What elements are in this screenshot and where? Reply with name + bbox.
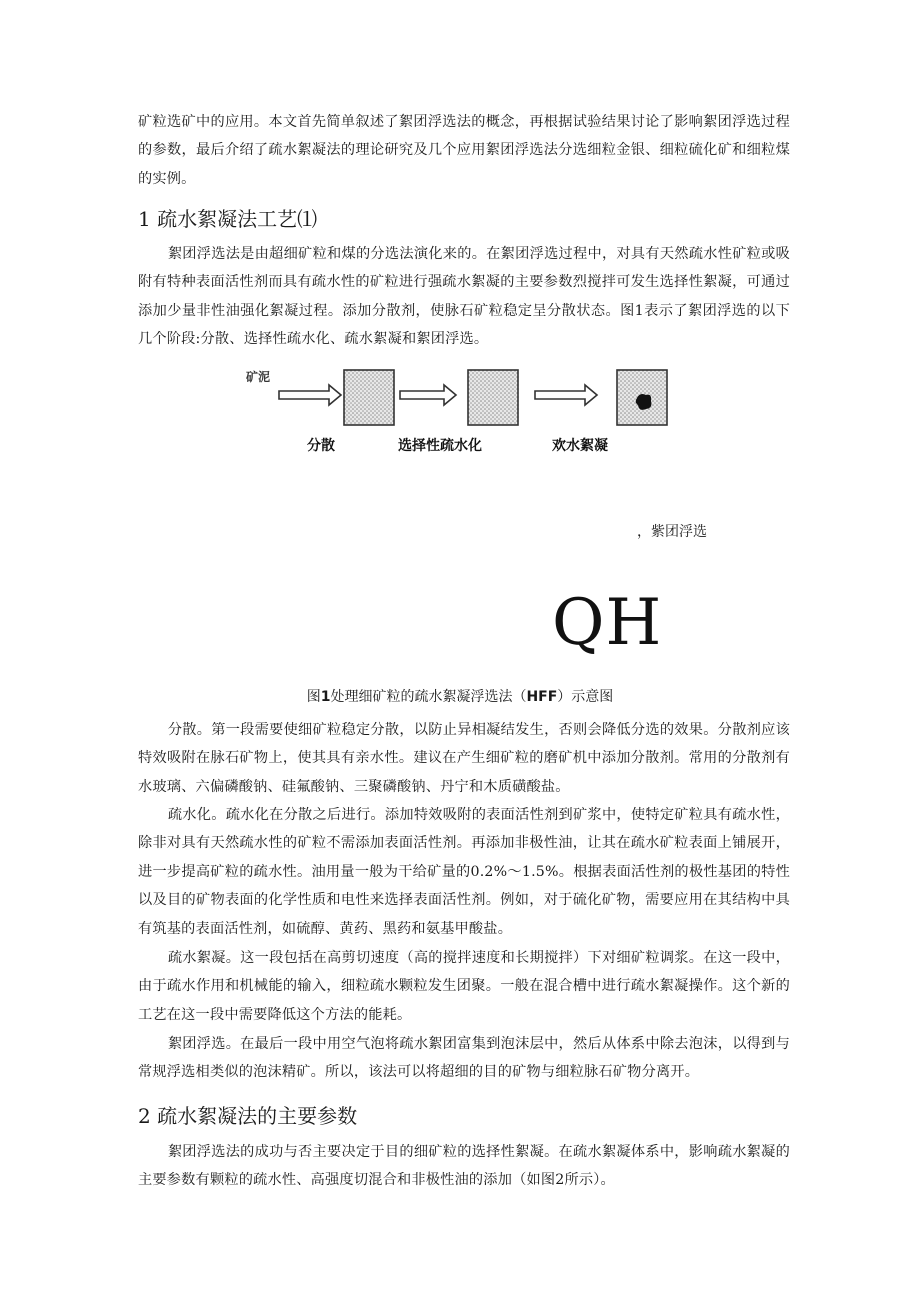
section-2-paragraph: 絮团浮选法的成功与否主要决定于目的细矿粒的选择性絮凝。在疏水絮凝体系中，影响疏水絮凝的主要参数有颗粒的疏水性、高强度切混合和非极性油的添加（如图2所示）。 xyxy=(138,1144,790,1189)
section-1-paragraph: 絮团浮选法是由超细矿粒和煤的分选法演化来的。在絮团浮选过程中，对具有天然疏水性矿粒或吸附有特种表面活性剂而具有疏水性的矿粒进行强疏水絮凝的主要参数烈搅拌可发生选择性絮凝，可通过添加少量非性油强化絮凝过程。添加分散剂，使脉石矿粒稳定呈分散状态。图1表示了絮团浮选的以下几个阶段:分散、选择性疏水化、疏水絮凝和絮团浮选。 xyxy=(138,246,790,348)
stage-label-flocculation: 欢水絮凝 xyxy=(552,438,608,454)
section-1-heading: 1 疏水絮凝法工艺⑴ xyxy=(138,207,318,231)
stage-label-dispersion: 分散 xyxy=(307,438,335,454)
stage-label-hydrophobization: 选择性疏水化 xyxy=(398,438,482,454)
caption-abbr: HFF xyxy=(526,689,558,705)
arrow-1 xyxy=(279,385,341,405)
flocculation-paragraph: 疏水絮凝。这一段包括在高剪切速度（高的搅拌速度和长期搅拌）下对细矿粒调浆。在这一段中，由于疏水作用和机械能的输入，细粒疏水颗粒发生团聚。一般在混合槽中进行疏水絮凝操作。这个新的工艺在这一段中需要降低这个方法的能耗。 xyxy=(138,950,790,1023)
broken-figure-text: QH xyxy=(552,586,663,660)
floc-flotation-paragraph: 絮团浮选。在最后一段中用空气泡将疏水絮团富集到泡沫层中，然后从体系中除去泡沫，以得到与常规浮选相类似的泡沫精矿。所以，该法可以将超细的目的矿物与细粒脉石矿物分离开。 xyxy=(138,1036,790,1081)
intro-paragraph: 矿粒选矿中的应用。本文首先简单叙述了絮团浮选法的概念，再根据试验结果讨论了影响絮团浮选过程的参数，最后介绍了疏水絮凝法的理论研究及几个应用絮团浮选法分选细粒金银、细粒硫化矿和细粒煤的实例。 xyxy=(138,114,790,187)
figure-1-caption xyxy=(0,687,920,707)
hydrophobization-paragraph: 疏水化。疏水化在分散之后进行。添加特效吸附的表面活性剂到矿浆中，使特定矿粒具有疏水性，除非对具有天然疏水性的矿粒不需添加表面活性剂。再添加非极性油，让其在疏水矿粒表面上铺展开，进一步提高矿粒的疏水性。油用量一般为干给矿量的0.2%～1.5%。根据表面活性剂的极性基团的特性以及目的矿物表面的化学性质和电性来选择表面活性剂。例如，对于硫化矿物，需要应用在其结构中具有筑基的表面活性剂，如硫醇、黄药、黑药和氨基甲酸盐。 xyxy=(138,807,790,937)
stage-box-hydrophobization xyxy=(468,370,518,425)
arrow-2 xyxy=(400,385,456,405)
dispersion-paragraph: 分散。第一段需要使细矿粒稳定分散，以防止异相凝结发生，否则会降低分选的效果。分散剂应该特效吸附在脉石矿物上，使其具有亲水性。建议在产生细矿粒的磨矿机中添加分散剂。常用的分散剂有水玻璃、六偏磷酸钠、硅氟酸钠、三聚磷酸钠、丹宁和木质磺酸盐。 xyxy=(138,722,790,795)
ore-slurry-label: 矿泥 xyxy=(246,370,271,384)
floc-flotation-fragment: ，紫团浮选 xyxy=(637,524,707,540)
stage-box-dispersion xyxy=(344,370,394,425)
process-diagram xyxy=(0,0,920,460)
arrow-3 xyxy=(535,385,597,405)
caption-suffix: ）示意图 xyxy=(557,689,614,705)
caption-body: 处理细矿粒的疏水絮凝浮选法（ xyxy=(330,689,527,705)
caption-number: 1 xyxy=(320,689,331,705)
section-2-heading: 2 疏水絮凝法的主要参数 xyxy=(138,1104,358,1128)
caption-prefix: 图 xyxy=(306,689,321,705)
